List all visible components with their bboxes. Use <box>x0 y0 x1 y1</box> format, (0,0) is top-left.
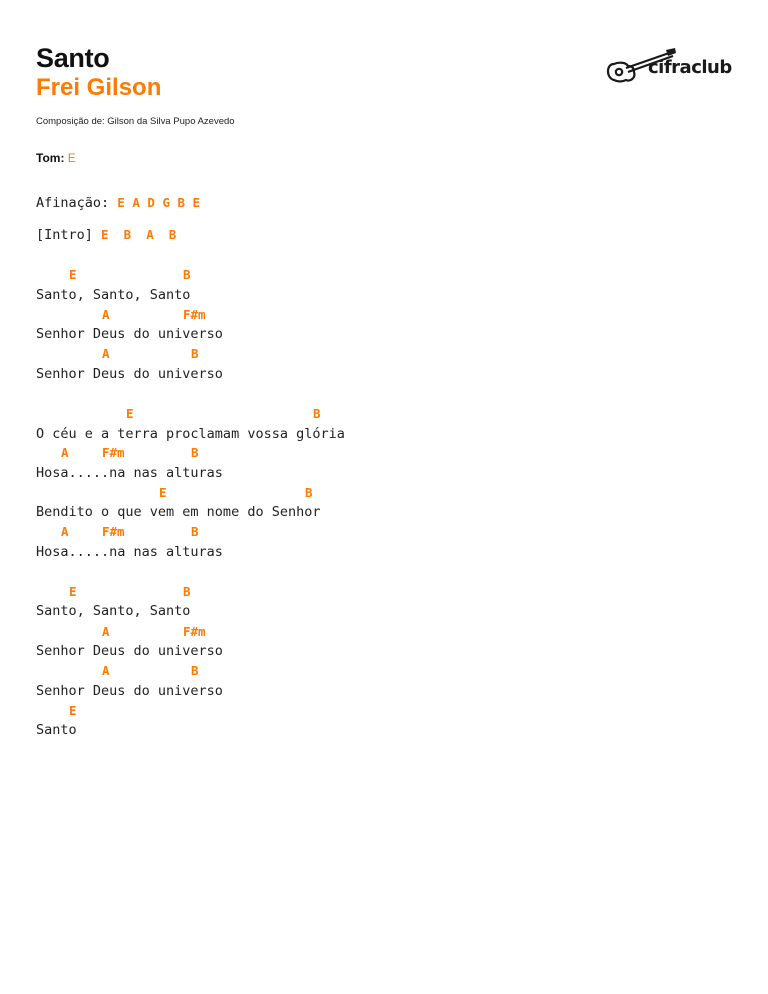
chord-line <box>36 703 716 719</box>
lyric-line: Hosa.....na nas alturas <box>36 465 223 481</box>
chord-line <box>36 346 716 362</box>
tuning-label: Afinação: <box>36 195 110 211</box>
chord-line <box>36 267 716 283</box>
lyric-line: Santo, Santo, Santo <box>36 603 191 619</box>
chord-line <box>36 406 716 422</box>
intro-label: [Intro] <box>36 227 93 243</box>
chord[interactable]: B <box>183 584 191 599</box>
tom-label: Tom: <box>36 151 65 165</box>
chord[interactable]: B <box>191 524 199 539</box>
lyric-line: Santo <box>36 722 77 738</box>
lyric-line: Bendito o que vem em nome do Senhor <box>36 504 321 520</box>
lyric-line: Senhor Deus do universo <box>36 683 223 699</box>
chord[interactable]: E <box>126 406 134 421</box>
chord[interactable]: A <box>61 445 69 460</box>
chord-line <box>36 584 716 600</box>
tuning-line <box>36 195 200 211</box>
composer-credit: Composição de: Gilson da Silva Pupo Azevedo <box>36 116 235 127</box>
chord[interactable]: E <box>69 267 77 282</box>
lyric-line: Hosa.....na nas alturas <box>36 544 223 560</box>
chord[interactable]: A <box>61 524 69 539</box>
chord[interactable]: E <box>69 584 77 599</box>
chord[interactable]: B <box>191 663 199 678</box>
chord-line <box>36 624 716 640</box>
song-key <box>36 151 76 165</box>
chord[interactable]: F#m <box>102 445 125 460</box>
chord[interactable]: A <box>102 346 110 361</box>
chord[interactable]: B <box>191 346 199 361</box>
chord[interactable]: F#m <box>102 524 125 539</box>
chord[interactable]: E <box>69 703 77 718</box>
chord[interactable]: B <box>305 485 313 500</box>
lyric-line: O céu e a terra proclamam vossa glória <box>36 426 345 442</box>
artist-name[interactable]: Frei Gilson <box>36 74 162 101</box>
intro-line <box>36 227 176 243</box>
chord-line <box>36 485 716 501</box>
chord[interactable]: A <box>102 663 110 678</box>
tom-key[interactable]: E <box>67 151 76 165</box>
chord[interactable]: B <box>191 445 199 460</box>
chord[interactable]: B <box>183 267 191 282</box>
chord[interactable]: B <box>313 406 321 421</box>
chord[interactable]: A <box>102 307 110 322</box>
lyric-line: Senhor Deus do universo <box>36 643 223 659</box>
cifraclub-logo[interactable] <box>604 44 732 90</box>
chord-line <box>36 524 716 540</box>
lyric-line: Senhor Deus do universo <box>36 366 223 382</box>
chord[interactable]: F#m <box>183 307 206 322</box>
chord-line <box>36 307 716 323</box>
chord[interactable]: F#m <box>183 624 206 639</box>
chord[interactable]: E <box>159 485 167 500</box>
chord-line <box>36 445 716 461</box>
chord[interactable]: A <box>102 624 110 639</box>
lyric-line: Santo, Santo, Santo <box>36 287 191 303</box>
chord-line <box>36 663 716 679</box>
song-title: Santo <box>36 43 110 73</box>
logo-text: cifraclub <box>648 57 732 78</box>
tuning-notes[interactable]: E A D G B E <box>117 195 201 210</box>
lyric-line: Senhor Deus do universo <box>36 326 223 342</box>
intro-chords[interactable]: E B A B <box>101 227 177 242</box>
